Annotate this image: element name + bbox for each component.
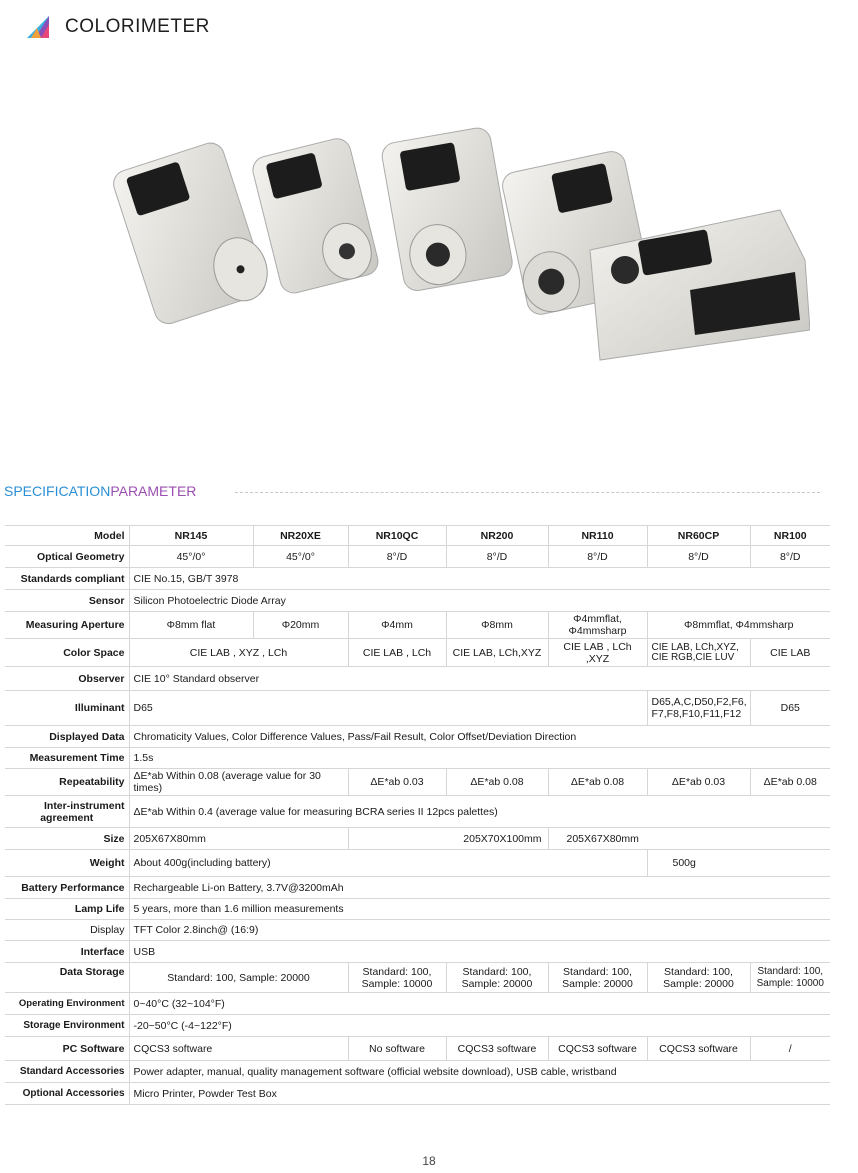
brand-triangle-icon (27, 16, 49, 38)
table-cell: ΔE*ab 0.03 (647, 769, 750, 796)
table-cell: 8°/D (548, 546, 647, 568)
table-cell: USB (129, 941, 830, 963)
table-row (5, 1015, 830, 1037)
row-label: Lamp Life (5, 899, 129, 920)
table-row-model (5, 526, 830, 546)
row-label: Measuring Aperture (5, 612, 129, 639)
label-line: Inter-instrument (43, 799, 125, 812)
row-label: Storage Environment (5, 1015, 129, 1037)
row-label: Sensor (5, 590, 129, 612)
table-cell: 8°/D (348, 546, 446, 568)
table-cell: ΔE*ab 0.03 (348, 769, 446, 796)
table-cell: CIE No.15, GB/T 3978 (129, 568, 830, 590)
cell-line: Standard: 100, (757, 965, 824, 977)
table-cell: 8°/D (750, 546, 830, 568)
spec-heading-part1: SPECIFICATION (4, 483, 111, 499)
table-row (5, 828, 830, 850)
table-row (5, 1061, 830, 1083)
cell-line: CIE LAB, LCh,XYZ, (651, 641, 739, 653)
model-cell: NR200 (446, 526, 548, 546)
page-header (27, 12, 210, 42)
table-row (5, 748, 830, 769)
cell-line: Standard: 100, (462, 965, 532, 978)
cell-line: Sample: 20000 (663, 977, 734, 990)
table-cell: Φ4mm (348, 612, 446, 639)
table-row (5, 877, 830, 899)
table-cell: ΔE*ab 0.08 (446, 769, 548, 796)
table-cell: Φ4mmflat, Φ4mmsharp (548, 612, 647, 639)
row-label: Standard Accessories (5, 1061, 129, 1083)
row-label: Size (5, 828, 129, 850)
table-cell: Chromaticity Values, Color Difference Values, Pass/Fail Result, Color Offset/Deviation Direction (129, 726, 830, 748)
table-cell: D65 (129, 691, 647, 726)
cell-line: Standard: 100, (563, 965, 632, 978)
table-cell: CIE LAB, LCh,XYZ (446, 639, 548, 667)
row-label: Interface (5, 941, 129, 963)
table-cell: CQCS3 software (129, 1037, 348, 1061)
table-cell: 1.5s (129, 748, 830, 769)
cell-line: Sample: 20000 (562, 977, 633, 990)
table-cell (647, 963, 750, 993)
table-cell: ΔE*ab 0.08 (548, 769, 647, 796)
model-cell: NR60CP (647, 526, 750, 546)
row-label: Optical Geometry (5, 546, 129, 568)
model-cell: NR145 (129, 526, 253, 546)
row-label: Optional Accessories (5, 1083, 129, 1105)
product-photo (90, 120, 810, 400)
spec-heading (4, 483, 196, 499)
row-label: Displayed Data (5, 726, 129, 748)
table-row (5, 899, 830, 920)
table-cell: Φ20mm (253, 612, 348, 639)
table-row (5, 568, 830, 590)
table-cell: 45°/0° (253, 546, 348, 568)
table-cell (750, 963, 830, 993)
table-row (5, 691, 830, 726)
table-cell (446, 963, 548, 993)
row-label: Observer (5, 667, 129, 691)
table-cell: CIE 10° Standard observer (129, 667, 830, 691)
table-cell: CIE LAB , LCh (348, 639, 446, 667)
table-cell: ΔE*ab Within 0.4 (average value for measuring BCRA series II 12pcs palettes) (129, 796, 830, 828)
table-cell: Φ8mmflat, Φ4mmsharp (647, 612, 830, 639)
table-row (5, 769, 830, 796)
table-cell: 205X70X100mm (348, 828, 548, 850)
device-nr10qc (380, 126, 514, 293)
table-cell: ΔE*ab 0.08 (750, 769, 830, 796)
table-cell: CIE LAB , XYZ , LCh (129, 639, 348, 667)
cell-line: CIE RGB,CIE LUV (651, 651, 735, 663)
model-cell: NR10QC (348, 526, 446, 546)
table-cell: ΔE*ab Within 0.08 (average value for 30 times) (129, 769, 348, 796)
row-label: Color Space (5, 639, 129, 667)
table-cell: CIE LAB (750, 639, 830, 667)
table-cell: 0~40°C (32~104°F) (129, 993, 830, 1015)
cell-line: Sample: 20000 (461, 977, 533, 990)
table-cell: Power adapter, manual, quality management software (official website download), USB cable, wristband (129, 1061, 830, 1083)
table-cell: 8°/D (647, 546, 750, 568)
table-row (5, 546, 830, 568)
table-row (5, 993, 830, 1015)
table-cell: Standard: 100, Sample: 20000 (129, 963, 348, 993)
table-cell (548, 963, 647, 993)
spec-table (5, 525, 830, 1105)
row-label: Operating Environment (5, 993, 129, 1015)
table-cell (647, 639, 750, 667)
spec-heading-part2: PARAMETER (110, 483, 197, 499)
page-number: 18 (422, 1154, 436, 1168)
table-cell: Micro Printer, Powder Test Box (129, 1083, 830, 1105)
table-cell (647, 691, 750, 726)
table-row (5, 639, 830, 667)
table-row (5, 920, 830, 941)
heading-divider (235, 492, 820, 493)
table-cell: CQCS3 software (647, 1037, 750, 1061)
row-label: Measurement Time (5, 748, 129, 769)
table-row (5, 941, 830, 963)
table-row (5, 1037, 830, 1061)
table-cell: 500g (647, 850, 830, 877)
table-cell: TFT Color 2.8inch@ (16:9) (129, 920, 830, 941)
cell-line: Standard: 100, (664, 965, 733, 978)
table-cell: 205X67X80mm (548, 828, 830, 850)
table-row (5, 1083, 830, 1105)
row-label: PC Software (5, 1037, 129, 1061)
table-cell: Rechargeable Li-on Battery, 3.7V@3200mAh (129, 877, 830, 899)
table-cell: 8°/D (446, 546, 548, 568)
table-cell: / (750, 1037, 830, 1061)
row-label: Data Storage (5, 963, 129, 993)
row-label: Display (5, 920, 129, 941)
cell-line: Sample: 10000 (756, 977, 824, 989)
table-cell: Φ8mm flat (129, 612, 253, 639)
table-row (5, 850, 830, 877)
table-cell: -20~50°C (-4~122°F) (129, 1015, 830, 1037)
table-row (5, 612, 830, 639)
table-cell: Silicon Photoelectric Diode Array (129, 590, 830, 612)
table-cell: No software (348, 1037, 446, 1061)
table-cell: Φ8mm (446, 612, 548, 639)
row-label: Repeatability (5, 769, 129, 796)
row-label: Model (5, 526, 129, 546)
row-label (5, 796, 129, 828)
cell-line: Standard: 100, (362, 965, 432, 978)
table-cell: CQCS3 software (446, 1037, 548, 1061)
table-cell: 45°/0° (129, 546, 253, 568)
table-cell: D65 (750, 691, 830, 726)
row-label: Standards compliant (5, 568, 129, 590)
row-label: Illuminant (5, 691, 129, 726)
table-cell: CQCS3 software (548, 1037, 647, 1061)
device-nr20xe (250, 136, 381, 296)
table-row (5, 963, 830, 993)
page-title: COLORIMETER (65, 16, 210, 37)
table-cell: 205X67X80mm (129, 828, 348, 850)
label-line: agreement (40, 811, 94, 824)
row-label: Battery Performance (5, 877, 129, 899)
cell-line: D65,A,C,D50,F2,F6, (651, 696, 747, 708)
table-row (5, 726, 830, 748)
model-cell: NR100 (750, 526, 830, 546)
cell-line: F7,F8,F10,F11,F12 (651, 708, 742, 720)
table-cell: CIE LAB , LCh ,XYZ (548, 639, 647, 667)
table-row (5, 667, 830, 691)
table-row (5, 590, 830, 612)
device-nr145 (110, 138, 275, 329)
cell-line: Sample: 10000 (361, 977, 433, 990)
table-cell (348, 963, 446, 993)
table-cell: About 400g(including battery) (129, 850, 647, 877)
table-row (5, 796, 830, 828)
table-cell: 5 years, more than 1.6 million measurements (129, 899, 830, 920)
model-cell: NR110 (548, 526, 647, 546)
row-label: Weight (5, 850, 129, 877)
model-cell: NR20XE (253, 526, 348, 546)
